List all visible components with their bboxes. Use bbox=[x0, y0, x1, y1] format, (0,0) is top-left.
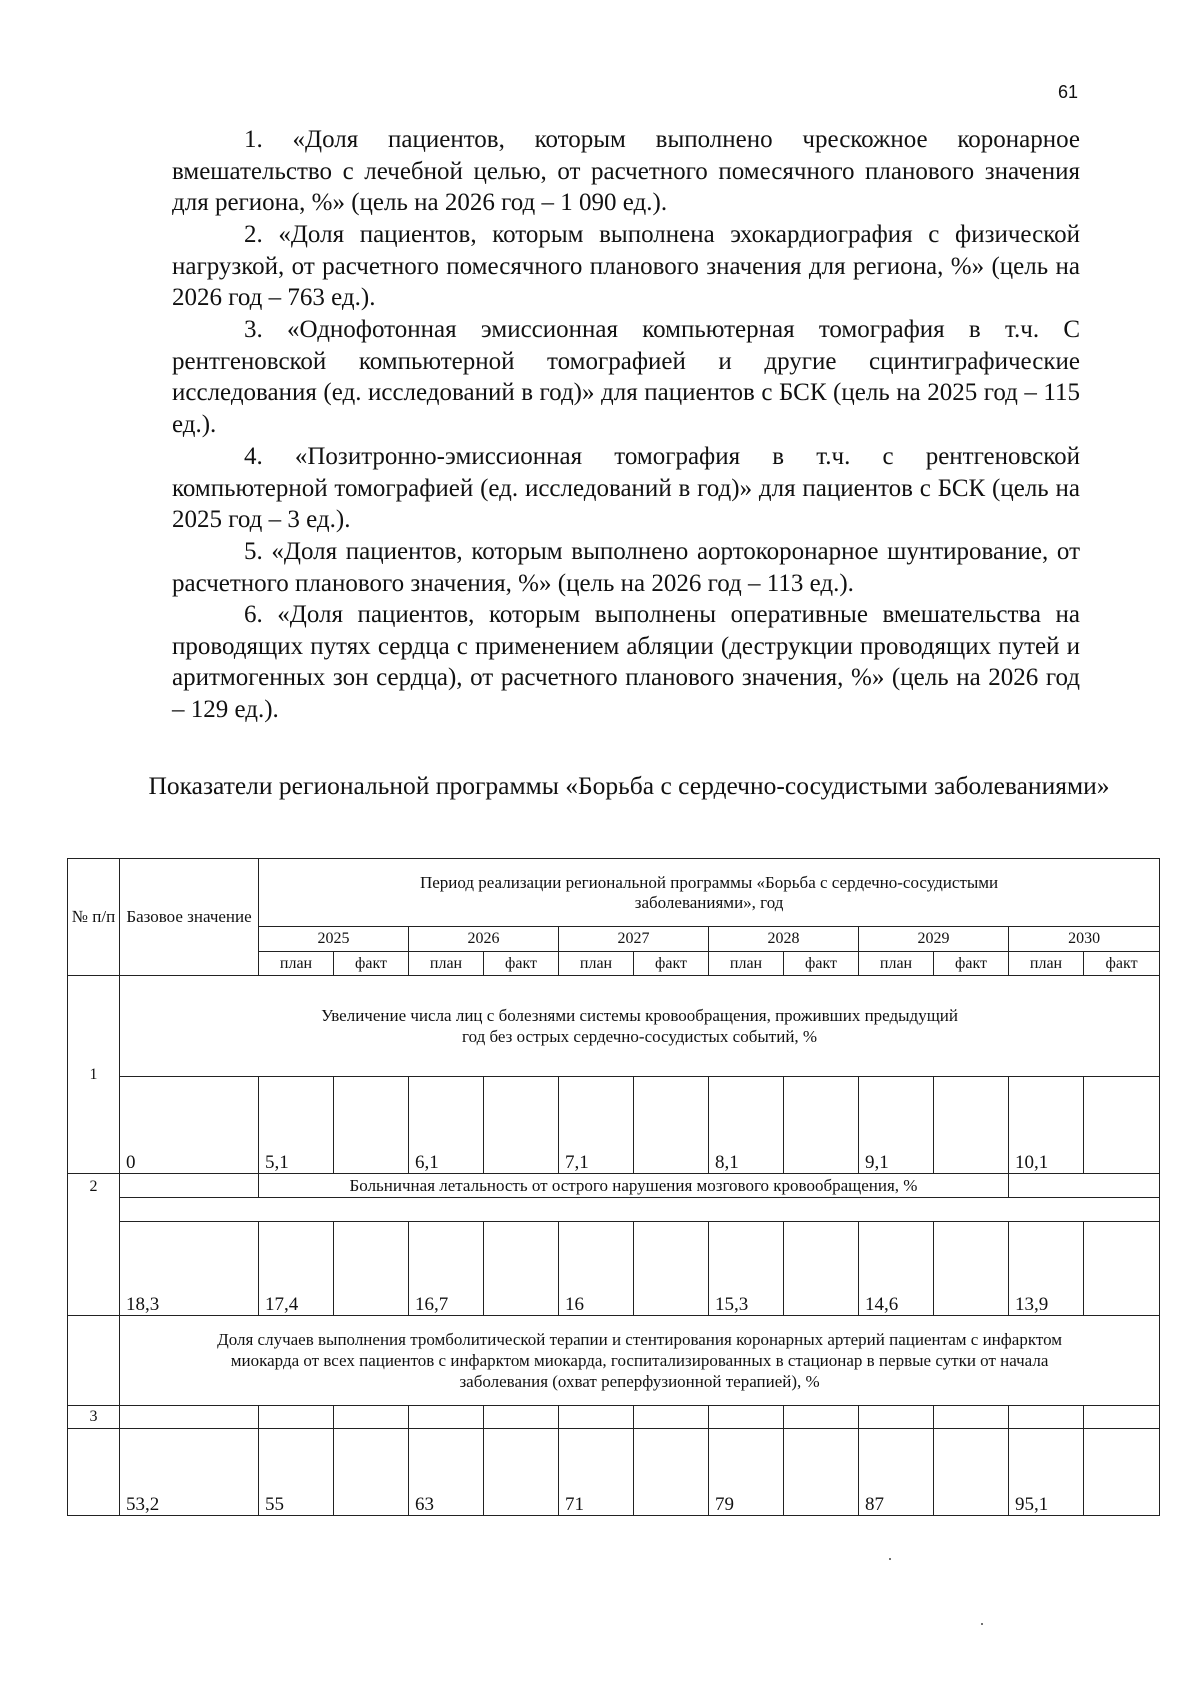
empty-cell bbox=[559, 1406, 634, 1429]
empty-cell bbox=[784, 1406, 859, 1429]
fact-value bbox=[334, 1429, 409, 1516]
fact-value bbox=[484, 1077, 559, 1174]
table-title: Показатели региональной программы «Борьба с сердечно-сосудистыми заболеваниями» bbox=[148, 771, 1110, 800]
empty-cell bbox=[120, 1406, 259, 1429]
plan-value: 9,1 bbox=[859, 1077, 934, 1174]
plan-value: 7,1 bbox=[559, 1077, 634, 1174]
plan-label: план bbox=[259, 952, 334, 976]
year-2030: 2030 bbox=[1009, 927, 1160, 952]
scan-speck bbox=[889, 1558, 891, 1560]
plan-value: 13,9 bbox=[1009, 1222, 1084, 1316]
fact-value bbox=[784, 1222, 859, 1316]
empty-cell bbox=[859, 1406, 934, 1429]
fact-value bbox=[484, 1222, 559, 1316]
empty-row bbox=[120, 1198, 1160, 1222]
plan-label: план bbox=[709, 952, 784, 976]
plan-value: 15,3 bbox=[709, 1222, 784, 1316]
fact-label: факт bbox=[1084, 952, 1160, 976]
plan-value: 16,7 bbox=[409, 1222, 484, 1316]
plan-value: 87 bbox=[859, 1429, 934, 1516]
empty-cell bbox=[634, 1406, 709, 1429]
plan-label: план bbox=[859, 952, 934, 976]
paragraph-3: 3. «Однофотонная эмиссионная компьютерная томография в т.ч. С рентгеновской компьютерной томографией и другие сцинтиграфические исследования (ед. исследований в год)» для пациентов с БСК (цель на 2025 год – 115 ед.). bbox=[172, 316, 1080, 438]
period-header: Период реализации региональной программы «Борьба с сердечно-сосудистыми заболеваниями», год bbox=[259, 859, 1160, 927]
year-2025: 2025 bbox=[259, 927, 409, 952]
plan-value: 79 bbox=[709, 1429, 784, 1516]
empty-cell bbox=[68, 1316, 120, 1406]
fact-value bbox=[634, 1222, 709, 1316]
empty-cell bbox=[68, 1429, 120, 1516]
paragraph-6: 6. «Доля пациентов, которым выполнены оперативные вмешательства на проводящих путях сердца с применением абляции (деструкции проводящих путей и аритмогенных зон сердца), от расчетного планового значения, %» (цель на 2026 год – 129 ед.). bbox=[172, 601, 1080, 723]
year-2027: 2027 bbox=[559, 927, 709, 952]
empty-cell bbox=[934, 1406, 1009, 1429]
indicator-name: Увеличение числа лиц с болезнями системы кровообращения, проживших предыдущий год без острых сердечно-сосудистых событий, % bbox=[120, 976, 1160, 1077]
paragraph-2: 2. «Доля пациентов, которым выполнена эхокардиография с физической нагрузкой, от расчетного помесячного планового значения для региона, %» (цель на 2026 год – 763 ед.). bbox=[172, 221, 1080, 311]
plan-value: 5,1 bbox=[259, 1077, 334, 1174]
indicators-table bbox=[67, 858, 1160, 1516]
plan-value: 17,4 bbox=[259, 1222, 334, 1316]
fact-value bbox=[784, 1077, 859, 1174]
empty-cell bbox=[120, 1174, 259, 1198]
empty-cell bbox=[1084, 1406, 1160, 1429]
col-num-header: № п/п bbox=[68, 859, 120, 976]
fact-value bbox=[1084, 1429, 1160, 1516]
row-number: 3 bbox=[68, 1406, 120, 1429]
plan-value: 71 bbox=[559, 1429, 634, 1516]
plan-value: 10,1 bbox=[1009, 1077, 1084, 1174]
plan-value: 63 bbox=[409, 1429, 484, 1516]
fact-label: факт bbox=[934, 952, 1009, 976]
base-value: 53,2 bbox=[120, 1429, 259, 1516]
paragraph-4: 4. «Позитронно-эмиссионная томография в т.ч. с рентгеновской компьютерной томографией (ед. исследований в год)» для пациентов с БСК (цель на 2025 год – 3 ед.). bbox=[172, 443, 1080, 533]
fact-label: факт bbox=[784, 952, 859, 976]
page-number: 61 bbox=[1058, 82, 1079, 102]
row-number: 2 bbox=[68, 1174, 120, 1316]
empty-cell bbox=[709, 1406, 784, 1429]
fact-value bbox=[934, 1077, 1009, 1174]
base-value: 18,3 bbox=[120, 1222, 259, 1316]
fact-label: факт bbox=[334, 952, 409, 976]
fact-value bbox=[934, 1429, 1009, 1516]
empty-cell bbox=[259, 1406, 334, 1429]
empty-cell bbox=[409, 1406, 484, 1429]
row-number: 1 bbox=[68, 976, 120, 1174]
fact-value bbox=[934, 1222, 1009, 1316]
plan-label: план bbox=[559, 952, 634, 976]
paragraph-1: 1. «Доля пациентов, которым выполнено чрескожное коронарное вмешательство с лечебной целью, от расчетного помесячного планового значения для региона, %» (цель на 2026 год – 1 090 ед.). bbox=[172, 126, 1080, 216]
plan-value: 8,1 bbox=[709, 1077, 784, 1174]
fact-value bbox=[784, 1429, 859, 1516]
paragraph-5: 5. «Доля пациентов, которым выполнено аортокоронарное шунтирование, от расчетного планового значения, %» (цель на 2026 год – 113 ед.). bbox=[172, 538, 1080, 597]
fact-label: факт bbox=[634, 952, 709, 976]
plan-value: 6,1 bbox=[409, 1077, 484, 1174]
empty-cell bbox=[334, 1406, 409, 1429]
indicator-name: Доля случаев выполнения тромболитической терапии и стентирования коронарных артерий пациентам с инфарктом миокарда от всех пациентов с инфарктом миокарда, госпитализированных в стационар в первые сутки от начала заболевания (охват реперфузионной терапией), % bbox=[120, 1316, 1160, 1406]
base-value: 0 bbox=[120, 1077, 259, 1174]
fact-value bbox=[334, 1077, 409, 1174]
empty-cell bbox=[1009, 1174, 1160, 1198]
plan-value: 55 bbox=[259, 1429, 334, 1516]
plan-label: план bbox=[1009, 952, 1084, 976]
fact-value bbox=[334, 1222, 409, 1316]
fact-value bbox=[634, 1429, 709, 1516]
year-2026: 2026 bbox=[409, 927, 559, 952]
fact-value bbox=[634, 1077, 709, 1174]
scan-speck bbox=[981, 1623, 983, 1625]
year-2028: 2028 bbox=[709, 927, 859, 952]
plan-label: план bbox=[409, 952, 484, 976]
col-base-header: Базовое значение bbox=[120, 859, 259, 976]
plan-value: 95,1 bbox=[1009, 1429, 1084, 1516]
fact-value bbox=[1084, 1222, 1160, 1316]
fact-label: факт bbox=[484, 952, 559, 976]
empty-cell bbox=[1009, 1406, 1084, 1429]
empty-cell bbox=[484, 1406, 559, 1429]
plan-value: 16 bbox=[559, 1222, 634, 1316]
fact-value bbox=[484, 1429, 559, 1516]
plan-value: 14,6 bbox=[859, 1222, 934, 1316]
indicator-name: Больничная летальность от острого нарушения мозгового кровообращения, % bbox=[259, 1174, 1009, 1198]
fact-value bbox=[1084, 1077, 1160, 1174]
year-2029: 2029 bbox=[859, 927, 1009, 952]
